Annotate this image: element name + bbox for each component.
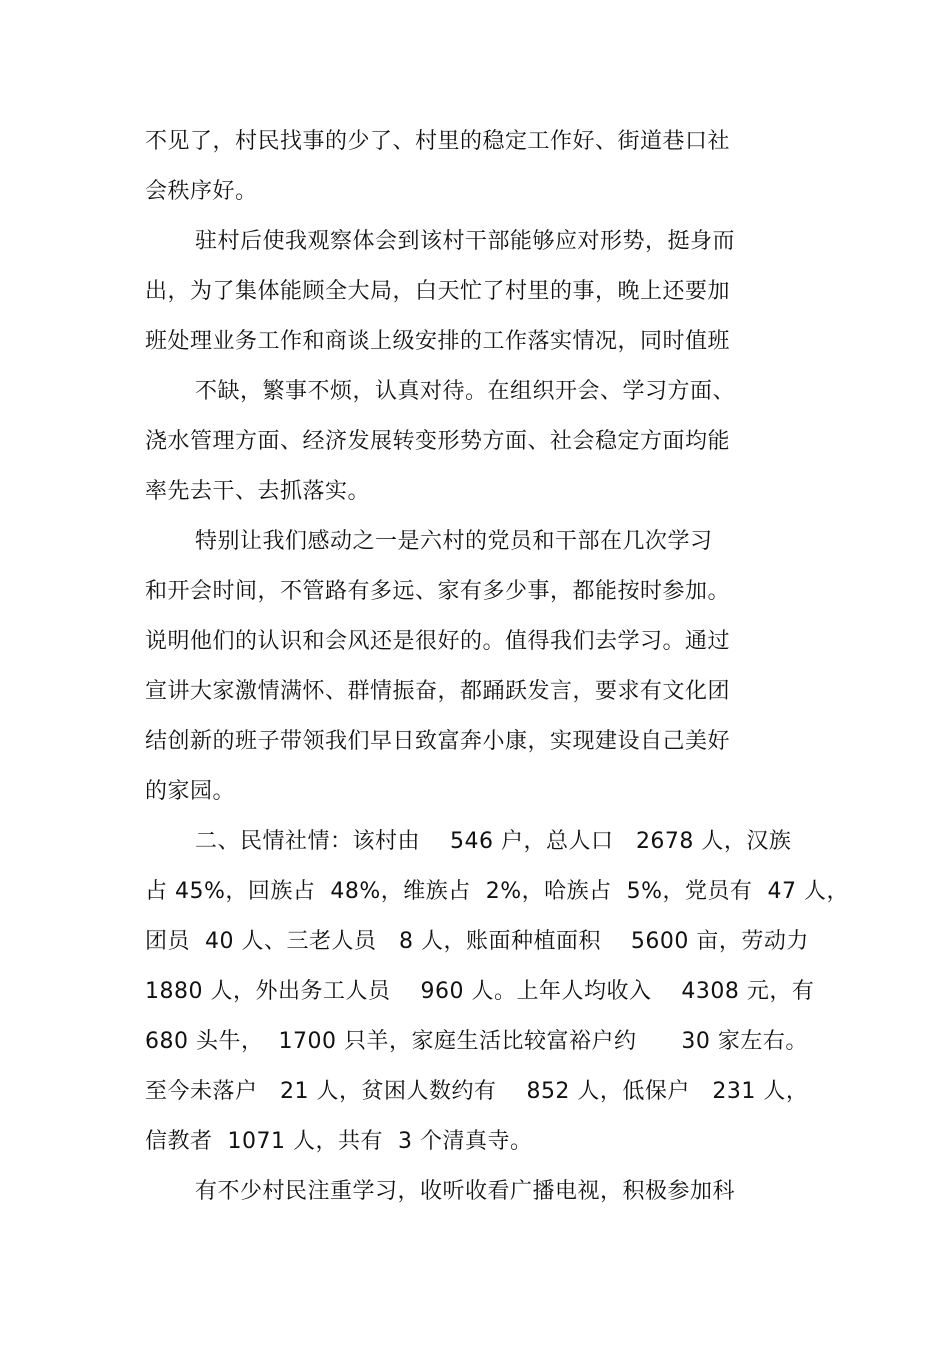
text-line: 680 头牛， 1700 只羊，家庭生活比较富裕户约 30 家左右。 [145,1029,808,1054]
text-line: 二、民情社情：该村由 546 户，总人口 2678 人，汉族 [195,829,792,854]
text-line: 至今未落户 21 人，贫困人数约有 852 人，低保户 231 人， [145,1079,809,1104]
text-line: 说明他们的认识和会风还是很好的。值得我们去学习。通过 [145,629,731,654]
text-line: 有不少村民注重学习，收听收看广播电视，积极参加科 [195,1179,736,1204]
text-line: 驻村后使我观察体会到该村干部能够应对形势，挺身而 [195,229,736,254]
text-line: 宣讲大家激情满怀、群情振奋，都踊跃发言，要求有文化团 [145,679,731,704]
text-line: 不缺，繁事不烦，认真对待。在组织开会、学习方面、 [195,379,736,404]
text-line: 占 45%，回族占 48%，维族占 2%，哈族占 5%，党员有 47 人， [145,879,850,904]
text-line: 班处理业务工作和商谈上级安排的工作落实情况，同时值班 [145,329,731,354]
text-line: 和开会时间，不管路有多远、家有多少事，都能按时参加。 [145,579,731,604]
text-line: 浇水管理方面、经济发展转变形势方面、社会稳定方面均能 [145,429,731,454]
text-line: 结创新的班子带领我们早日致富奔小康，实现建设自己美好 [145,729,731,754]
text-line: 特别让我们感动之一是六村的党员和干部在几次学习 [195,529,713,554]
text-line: 率先去干、去抓落实。 [145,479,371,504]
text-line: 团员 40 人、三老人员 8 人，账面种植面积 5600 亩，劳动力 [145,929,809,954]
text-line: 不见了，村民找事的少了、村里的稳定工作好、街道巷口社 [145,129,731,154]
text-line: 的家园。 [145,779,236,804]
text-line: 1880 人，外出务工人员 960 人。上年人均收入 4308 元，有 [145,979,815,1004]
text-line: 会秩序好。 [145,179,258,204]
text-line: 出，为了集体能顾全大局，白天忙了村里的事，晚上还要加 [145,279,731,304]
text-line: 信教者 1071 人，共有 3 个清真寺。 [145,1129,533,1154]
